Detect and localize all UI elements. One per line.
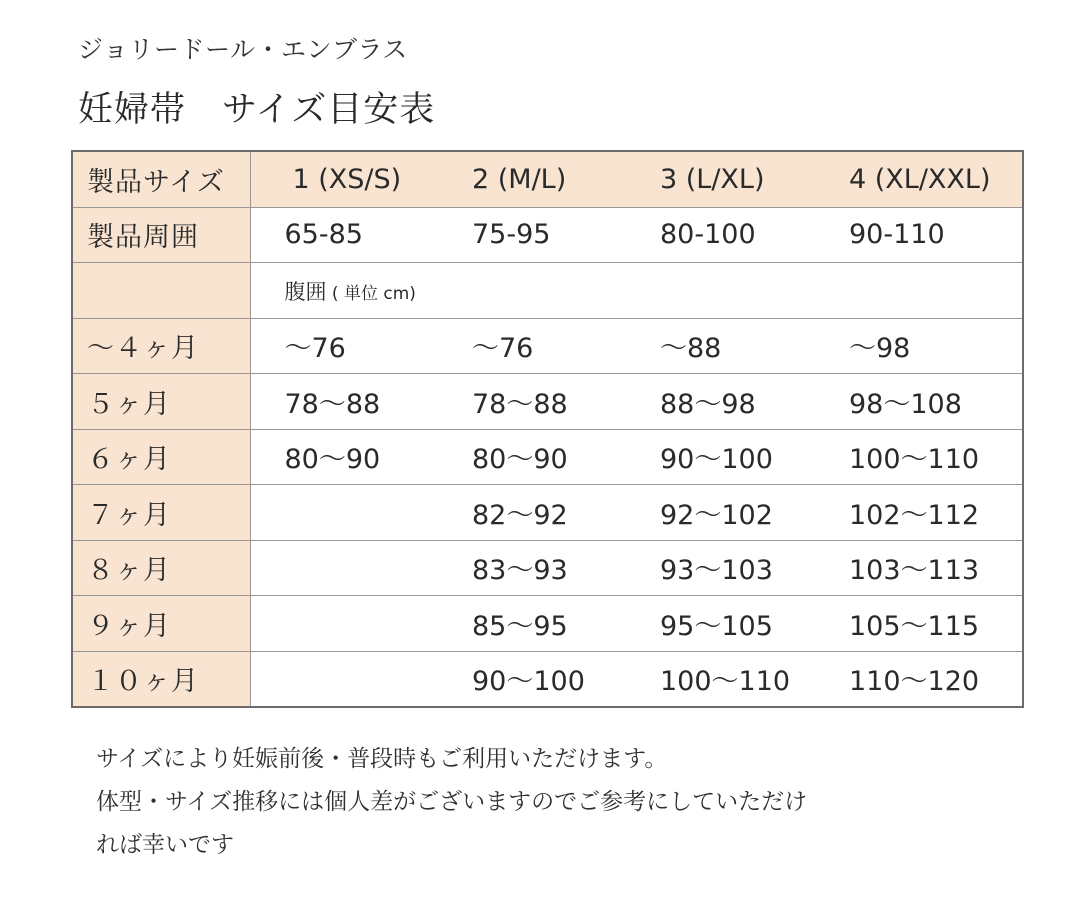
circumference-size-4: 90-110 [827, 207, 1023, 263]
table-cell: 100～110 [827, 429, 1023, 485]
table-cell: 88～98 [634, 374, 827, 430]
usage-notes [96, 738, 807, 867]
table-cell: 92～102 [634, 485, 827, 541]
month-label: １０ヶ月 [72, 651, 250, 707]
table-row [72, 540, 1023, 596]
table-cell: 105～115 [827, 596, 1023, 652]
note-line: れば幸いです [96, 832, 234, 858]
table-row [72, 318, 1023, 374]
circumference-label: 製品周囲 [72, 207, 250, 263]
table-cell: 103～113 [827, 540, 1023, 596]
table-cell: 95～105 [634, 596, 827, 652]
table-cell: 98～108 [827, 374, 1023, 430]
table-cell [250, 485, 442, 541]
note-line: 体型・サイズ推移には個人差がございますのでご参考にしていただけ [96, 789, 808, 815]
table-cell: ～76 [442, 318, 634, 374]
table-cell [250, 596, 442, 652]
table-cell: 100～110 [660, 666, 791, 698]
table-cell: 80～90 [442, 429, 634, 485]
table-cell: ～76 [250, 318, 442, 374]
month-label: ８ヶ月 [72, 540, 250, 596]
table-cell: 82～92 [442, 485, 634, 541]
unit-note [250, 263, 1023, 319]
circumference-row [72, 207, 1023, 263]
unit-note-label-empty [72, 263, 250, 319]
table-cell: 90～100 [472, 666, 585, 698]
table-cell: 93～103 [634, 540, 827, 596]
table-cell: 102～112 [827, 485, 1023, 541]
circumference-size-3: 80-100 [634, 207, 827, 263]
brand-name: ジョリードール・エンブラス [78, 35, 408, 64]
month-label: ９ヶ月 [72, 596, 250, 652]
size-header-3: 3 (L/XL) [634, 151, 827, 207]
unit-note-row [72, 263, 1023, 319]
circumference-size-2: 75-95 [442, 207, 634, 263]
note-line: サイズにより妊娠前後・普段時もご利用いただけます。 [96, 746, 668, 772]
month-label: ６ヶ月 [72, 429, 250, 485]
table-row [72, 651, 1023, 707]
table-cell: 90～100 [634, 429, 827, 485]
month-label: ５ヶ月 [72, 374, 250, 430]
month-label: ７ヶ月 [72, 485, 250, 541]
unit-note-sub: ( 単位 cm) [326, 283, 416, 304]
size-header-4: 4 (XL/XXL) [827, 151, 1023, 207]
table-row [72, 485, 1023, 541]
table-cell: ～98 [827, 318, 1023, 374]
table-header-row [72, 151, 1023, 207]
table-cell: 78～88 [442, 374, 634, 430]
table-cell [250, 540, 442, 596]
table-cell: 85～95 [442, 596, 634, 652]
product-size-label: 製品サイズ [72, 151, 250, 207]
circumference-size-1: 65-85 [250, 207, 442, 263]
size-guide-table [71, 150, 1024, 708]
table-row [72, 429, 1023, 485]
table-cell: 110～120 [849, 666, 980, 698]
table-cell: 83～93 [442, 540, 634, 596]
size-header-2: 2 (M/L) [442, 151, 634, 207]
table-cell: 80～90 [250, 429, 442, 485]
size-header-1: 1 (XS/S) [250, 151, 442, 207]
month-label: ～４ヶ月 [72, 318, 250, 374]
table-cell: ～88 [634, 318, 827, 374]
unit-note-main: 腹囲 [284, 279, 327, 304]
table-row [72, 374, 1023, 430]
table-cell [250, 651, 442, 707]
page-title: 妊婦帯 サイズ目安表 [78, 90, 436, 130]
table-cell: 78～88 [250, 374, 442, 430]
table-row [72, 596, 1023, 652]
